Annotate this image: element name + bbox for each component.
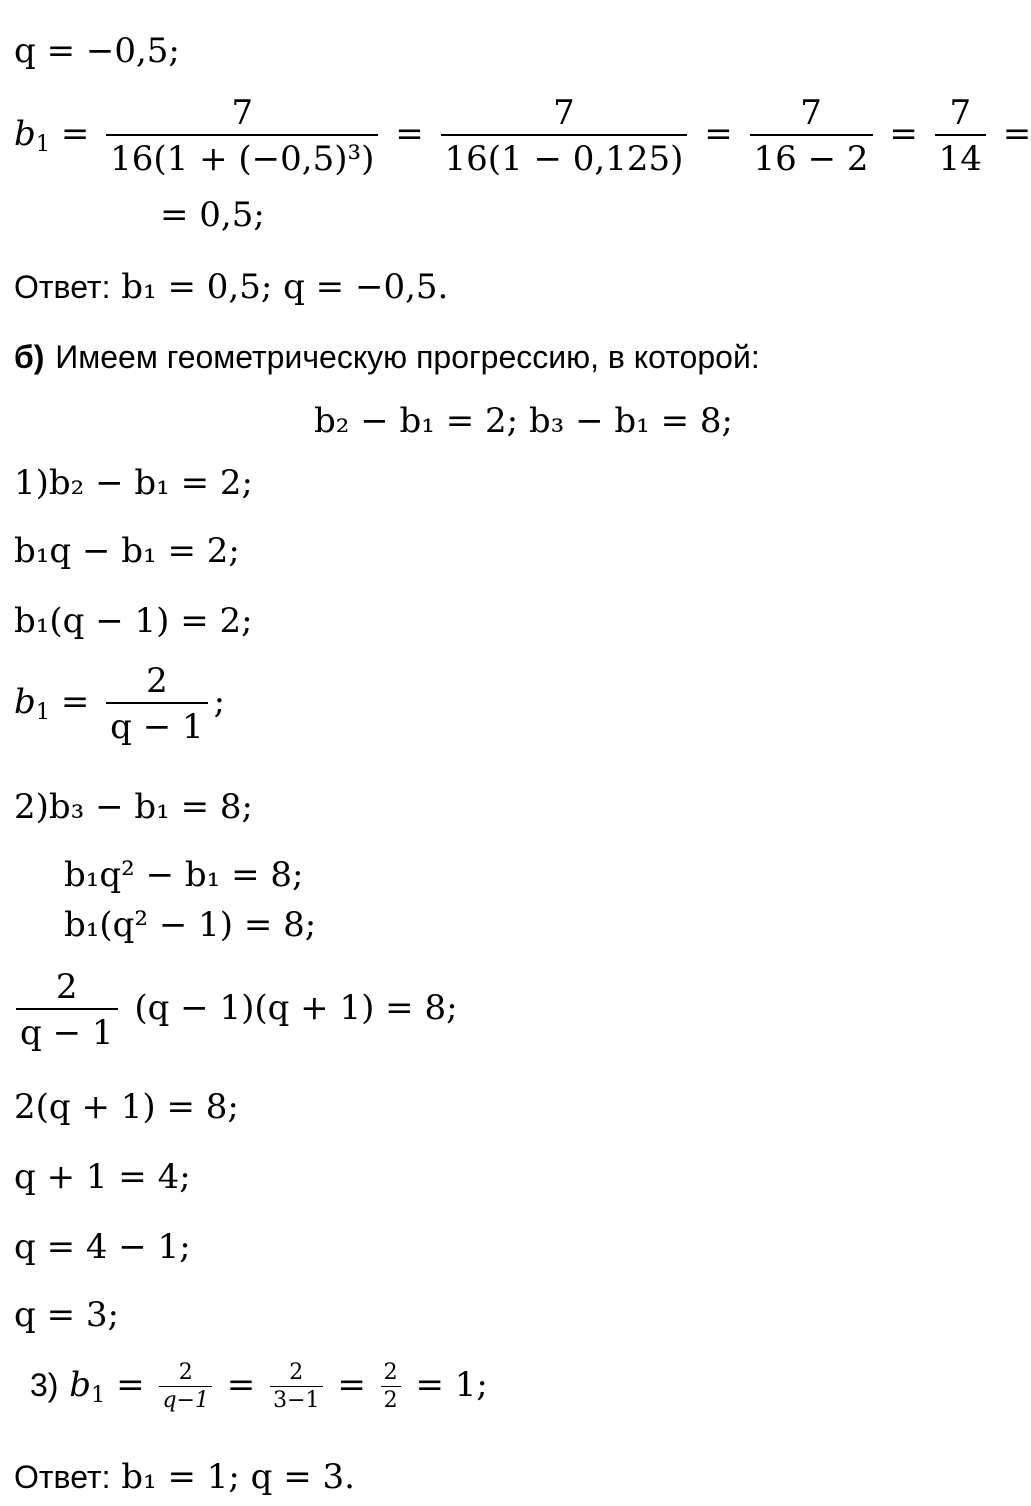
equation-text: q + 1 = 4; bbox=[14, 1157, 191, 1197]
denominator: q − 1 bbox=[110, 707, 204, 747]
given-equations bbox=[314, 401, 733, 441]
equation-text: 2(q + 1) = 8; bbox=[14, 1087, 239, 1127]
answer-1 bbox=[14, 267, 449, 307]
fraction-1 bbox=[106, 93, 378, 179]
numerator: 2 bbox=[106, 664, 208, 704]
denominator: 16 − 2 bbox=[753, 139, 869, 179]
numerator: 7 bbox=[935, 96, 986, 136]
numerator: 2 bbox=[159, 1362, 212, 1387]
fraction-2 bbox=[441, 93, 688, 179]
equation-text: = 0,5; bbox=[160, 195, 265, 235]
fraction-4 bbox=[935, 93, 986, 179]
part-label: б) bbox=[14, 339, 45, 375]
numerator: 7 bbox=[441, 96, 688, 136]
denominator: q − 1 bbox=[20, 1013, 114, 1053]
equation-text: b₁(q² − 1) = 8; bbox=[64, 905, 317, 945]
step-2 bbox=[14, 531, 240, 571]
part-b-heading bbox=[14, 340, 760, 374]
denominator: 16(1 + (−0,5)³) bbox=[110, 139, 375, 179]
numerator: 2 bbox=[381, 1362, 401, 1387]
numerator: 7 bbox=[750, 96, 873, 136]
variable-b: b bbox=[14, 114, 36, 154]
numerator: 7 bbox=[106, 96, 378, 136]
fraction bbox=[106, 661, 208, 747]
fraction bbox=[16, 967, 118, 1053]
equation-text: 2)b₃ − b₁ = 8; bbox=[14, 787, 253, 827]
equation-text: q = 4 − 1; bbox=[14, 1227, 191, 1267]
small-fraction-3 bbox=[381, 1362, 401, 1412]
answer-2 bbox=[14, 1457, 355, 1497]
step-13: 3) b1 = $\frac{2}{q-1}$ = $\frac{2}{3-1}$ = $\frac{2}{2}$ = 1; bbox=[30, 1360, 488, 1413]
step-label: 3) bbox=[30, 1367, 59, 1403]
equation-b1-fractions: b1 = $\frac{7}{\text{16(1 + (−0,5)³)}}$ = $\frac{7}{16(1 - 0,125)}$ = $\frac{7}{16 - 2}$ = $\frac{7}{14}$ = bbox=[14, 93, 1031, 179]
step-10 bbox=[14, 1157, 191, 1197]
equation-text: b₁q² − b₁ = 8; bbox=[64, 855, 304, 895]
equation-text: 1)b₂ − b₁ = 2; bbox=[14, 463, 253, 503]
denominator: 3−1 bbox=[273, 1388, 320, 1413]
step-7 bbox=[64, 905, 317, 945]
step-3 bbox=[14, 601, 253, 641]
step-8 bbox=[10, 967, 458, 1053]
denominator: 14 bbox=[938, 139, 982, 179]
equation-text: q = 3; bbox=[14, 1295, 119, 1335]
step-12 bbox=[14, 1295, 119, 1335]
numerator: 2 bbox=[16, 970, 118, 1010]
step-4: b1 = $\frac{2}{q - 1}$ ; bbox=[14, 661, 226, 747]
step-1 bbox=[14, 463, 253, 503]
equation-text: b₂ − b₁ = 2; b₃ − b₁ = 8; bbox=[314, 401, 733, 441]
step-6 bbox=[64, 855, 304, 895]
step-11 bbox=[14, 1227, 191, 1267]
answer-label: Ответ: bbox=[14, 1459, 111, 1495]
part-description: Имеем геометрическую прогрессию, в которой: bbox=[55, 339, 760, 375]
equation-q-value bbox=[14, 31, 180, 71]
equation-text: (q − 1)(q + 1) = 8; bbox=[134, 988, 458, 1028]
answer-expression: b₁ = 0,5; q = −0,5. bbox=[121, 267, 449, 307]
denominator: 16(1 − 0,125) bbox=[444, 139, 684, 179]
denominator: q−1 bbox=[162, 1388, 209, 1413]
equation-result bbox=[160, 195, 265, 235]
equation-text: b₁(q − 1) = 2; bbox=[14, 601, 253, 641]
step-5 bbox=[14, 787, 253, 827]
answer-expression: b₁ = 1; q = 3. bbox=[121, 1457, 355, 1497]
step-9 bbox=[14, 1087, 239, 1127]
equation-end: = 1; bbox=[415, 1365, 488, 1405]
equation-text: q = −0,5; bbox=[14, 31, 180, 71]
fraction-3 bbox=[750, 93, 873, 179]
numerator: 2 bbox=[270, 1362, 322, 1387]
answer-label: Ответ: bbox=[14, 269, 111, 305]
small-fraction-1 bbox=[159, 1362, 212, 1412]
equation-text: b₁q − b₁ = 2; bbox=[14, 531, 240, 571]
small-fraction-2 bbox=[270, 1362, 322, 1412]
denominator: 2 bbox=[383, 1388, 398, 1413]
